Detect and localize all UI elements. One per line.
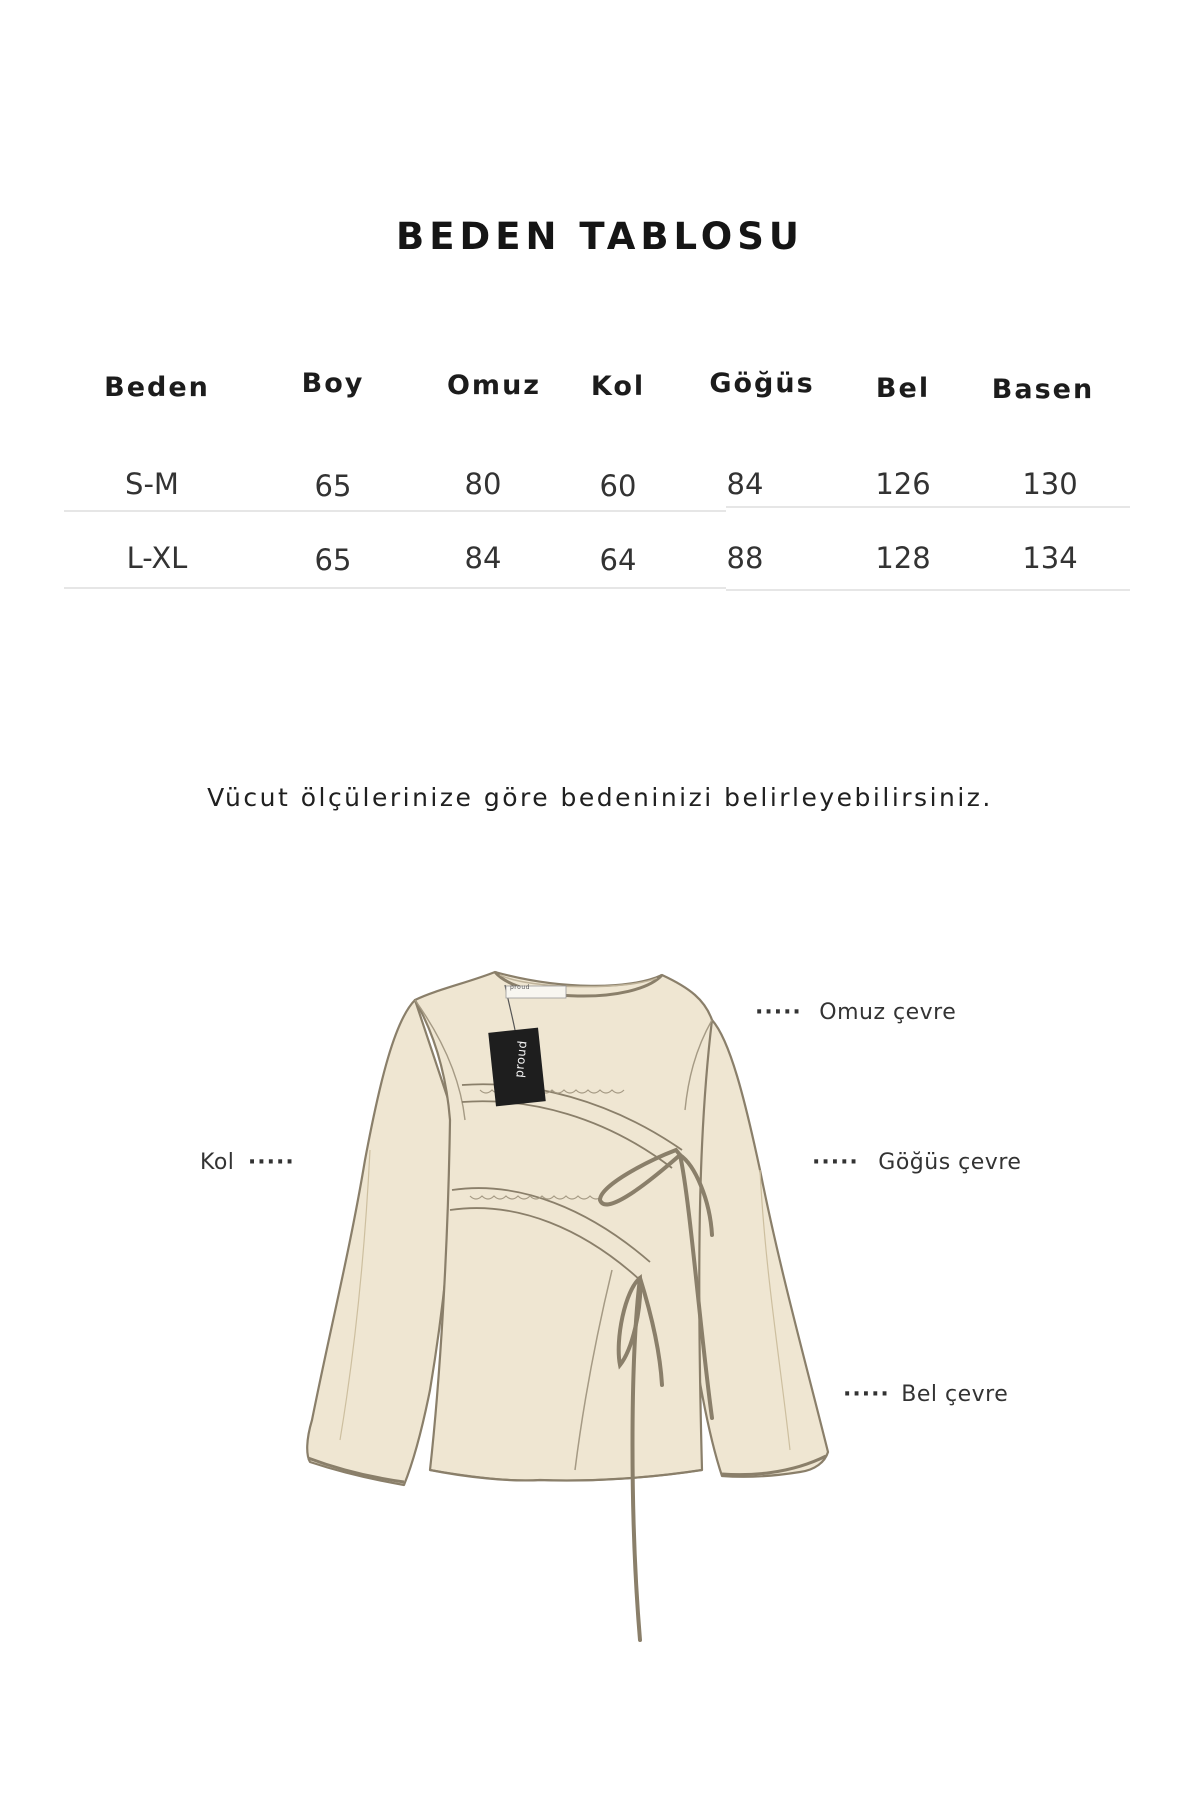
dots-leader: ····· [755, 1000, 802, 1025]
col-header-kol: Kol [590, 371, 646, 402]
table-cell: 84 [726, 467, 764, 501]
table-cell: 84 [464, 541, 502, 575]
table-cell: 60 [599, 469, 637, 503]
table-cell: 126 [875, 467, 931, 501]
callout-gogus [812, 1150, 1021, 1175]
col-header-bel: Bel [875, 373, 931, 404]
col-header-boy: Boy [301, 368, 365, 399]
table-cell: 65 [314, 469, 352, 503]
col-header-gogus: Göğüs [709, 368, 815, 399]
table-cell: 88 [726, 541, 764, 575]
callout-bel [843, 1382, 1008, 1407]
callout-omuz-label: Omuz çevre [819, 1000, 957, 1025]
table-cell: 65 [314, 543, 352, 577]
dots-leader: ····· [247, 1150, 295, 1175]
callout-bel-label: Bel çevre [901, 1382, 1009, 1407]
callout-kol [200, 1150, 295, 1175]
table-cell: 134 [1022, 541, 1078, 575]
table-cell: 80 [464, 467, 502, 501]
callout-kol-label: Kol [200, 1150, 235, 1175]
col-header-beden: Beden [104, 372, 210, 403]
size-note: Vücut ölçülerinize göre bedeninizi belirleyebilirsiniz. [207, 783, 993, 812]
col-header-omuz: Omuz [446, 370, 542, 401]
dots-leader: ····· [843, 1382, 890, 1407]
neck-label-brand: proud [510, 984, 530, 991]
table-cell: L-XL [126, 541, 188, 575]
hang-tag-brand: proud [511, 1039, 530, 1079]
table-cell: S-M [125, 467, 179, 501]
dots-leader: ····· [812, 1150, 859, 1175]
table-cell: 64 [599, 543, 637, 577]
table-cell: 128 [875, 541, 931, 575]
page-title: BEDEN TABLOSU [396, 215, 804, 258]
callout-gogus-label: Göğüs çevre [878, 1150, 1022, 1175]
col-header-basen: Basen [991, 374, 1095, 405]
table-cell: 130 [1022, 467, 1078, 501]
callout-omuz [755, 1000, 956, 1025]
